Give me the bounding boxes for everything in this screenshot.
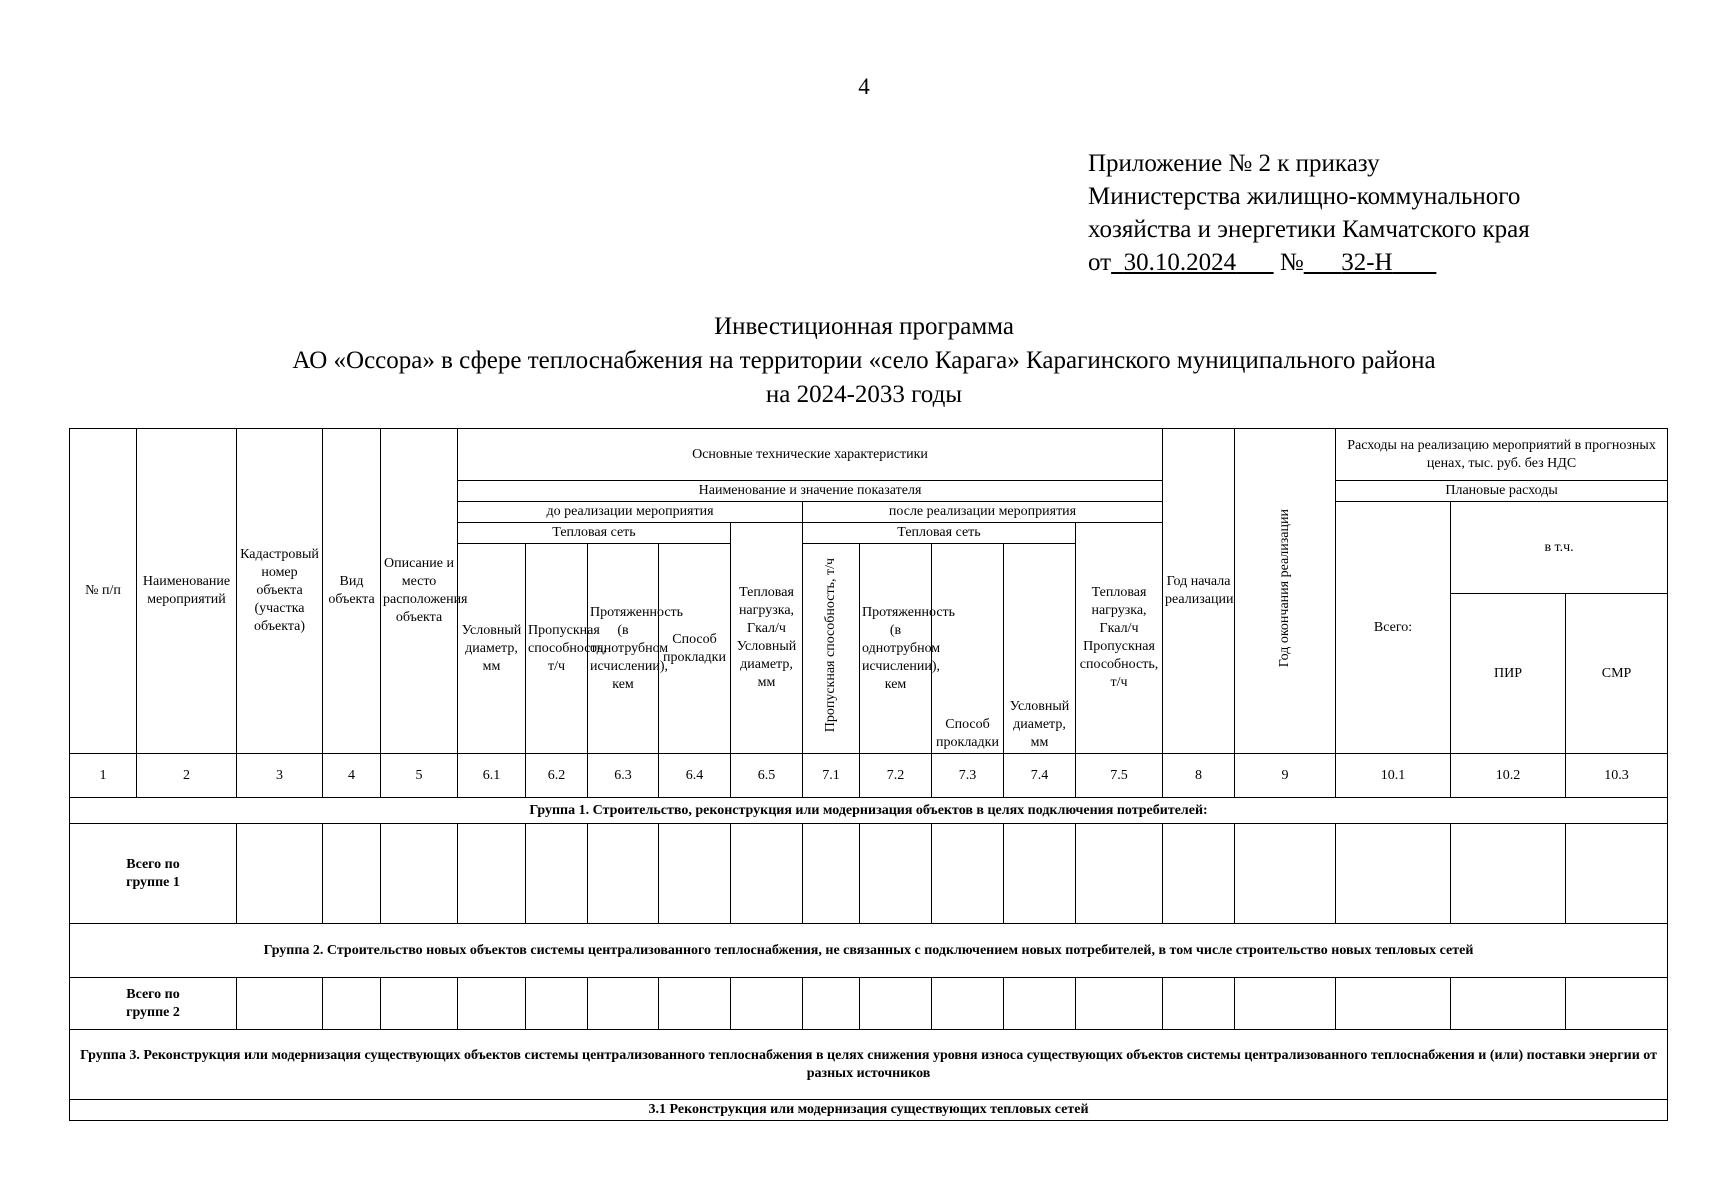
header-7-3: Способ прокладки: [932, 544, 1004, 754]
column-number: 6.3: [588, 754, 659, 798]
empty-cell: [1451, 978, 1566, 1030]
group-3-heading: Группа 3. Реконструкция или модернизация существующих объектов системы централизованного теплоснабжения в целях снижения уровня износа существующих объектов системы централизованного теплоснабжения и (или) поставки энергии от разных источников: [70, 1030, 1668, 1100]
header-net-before: Тепловая сеть: [458, 523, 731, 544]
title-line-1: Инвестиционная программа: [714, 313, 1014, 340]
column-number: 2: [137, 754, 237, 798]
column-number: 8: [1163, 754, 1235, 798]
number-label: №: [1279, 249, 1304, 276]
appendix-line-1: Приложение № 2 к приказу: [1088, 150, 1380, 177]
header-name: Наименование мероприятий: [137, 429, 237, 754]
header-planned: Плановые расходы: [1336, 481, 1668, 502]
header-7-1-text: Пропускная способность, т/ч: [823, 558, 838, 733]
empty-cell: [803, 824, 860, 924]
header-costs: Расходы на реализацию мероприятий в прогнозных ценах, тыс. руб. без НДС: [1336, 429, 1668, 481]
header-pir: ПИР: [1451, 594, 1566, 754]
order-number: [1304, 246, 1437, 279]
group-1-total-line-1: Всего по: [126, 856, 180, 872]
empty-cell: [932, 824, 1004, 924]
header-end-year-text: Год окончания реализации: [1277, 508, 1293, 668]
header-6-3: Протяженность (в однотрубном исчислении), кем: [588, 544, 659, 754]
empty-cell: [526, 978, 588, 1030]
header-incl: в т.ч.: [1451, 502, 1668, 594]
header-7-1: [803, 544, 860, 754]
empty-cell: [731, 824, 803, 924]
empty-cell: [458, 824, 526, 924]
column-number: 6.2: [526, 754, 588, 798]
empty-cell: [588, 824, 659, 924]
header-7-5: [1076, 523, 1163, 754]
group-2-heading: Группа 2. Строительство новых объектов системы централизованного теплоснабжения, не связанных с подключением новых потребителей, в том числе строительство новых тепловых сетей: [70, 924, 1668, 978]
header-end-year: [1235, 429, 1336, 754]
header-type: Вид объекта: [323, 429, 381, 754]
column-number: 7.3: [932, 754, 1004, 798]
header-7-2: Протяженность (в однотрубном исчислении), кем: [860, 544, 932, 754]
header-before: до реализации мероприятия: [458, 502, 803, 523]
column-number: 6.1: [458, 754, 526, 798]
column-number: 7.5: [1076, 754, 1163, 798]
empty-cell: [526, 824, 588, 924]
empty-cell: [1163, 978, 1235, 1030]
empty-cell: [323, 978, 381, 1030]
group-1-total-line-2: группе 1: [126, 874, 180, 890]
header-6-5-diameter: Условный диаметр, мм: [736, 639, 797, 690]
header-after: после реализации мероприятия: [803, 502, 1163, 523]
title-line-3: на 2024-2033 годы: [765, 381, 963, 408]
column-number: 7.2: [860, 754, 932, 798]
column-numbers-row: [70, 754, 1668, 798]
order-date-value: 30.10.2024: [1123, 249, 1237, 276]
subgroup-3-1-heading: 3.1 Реконструкция или модернизация существующих тепловых сетей: [70, 1100, 1668, 1121]
header-7-5-load: Тепловая нагрузка, Гкал/ч: [1091, 585, 1147, 636]
empty-cell: [237, 824, 323, 924]
empty-cell: [1076, 978, 1163, 1030]
empty-cell: [659, 824, 731, 924]
column-number: 4: [323, 754, 381, 798]
appendix-line-2: Министерства жилищно-коммунального: [1088, 183, 1521, 210]
empty-cell: [860, 978, 932, 1030]
empty-cell: [860, 824, 932, 924]
empty-cell: [1336, 978, 1451, 1030]
empty-cell: [1336, 824, 1451, 924]
header-6-5-load: Тепловая нагрузка, Гкал/ч: [738, 585, 795, 636]
header-total: Всего:: [1336, 502, 1451, 754]
header-tech: Основные технические характеристики: [458, 429, 1163, 481]
appendix-date-line: [1088, 246, 1530, 279]
empty-cell: [1163, 824, 1235, 924]
header-cadastre: Кадастровый номер объекта (участка объекта): [237, 429, 323, 754]
appendix-block: [1088, 147, 1530, 279]
header-7-5-capacity: Пропускная способность, т/ч: [1079, 639, 1159, 690]
empty-cell: [1566, 824, 1668, 924]
column-number: 10.2: [1451, 754, 1566, 798]
header-6-2: Пропускная способность, т/ч: [526, 544, 588, 754]
empty-cell: [237, 978, 323, 1030]
document-title: [0, 310, 1728, 412]
title-line-2: АО «Оссора» в сфере теплоснабжения на территории «село Карага» Карагинского муниципального района: [292, 347, 1436, 374]
empty-cell: [323, 824, 381, 924]
group-1-total-row: [70, 824, 1668, 924]
empty-cell: [803, 978, 860, 1030]
from-label: от: [1088, 249, 1112, 276]
column-number: 7.4: [1004, 754, 1076, 798]
empty-cell: [458, 978, 526, 1030]
empty-cell: [1451, 824, 1566, 924]
empty-cell: [932, 978, 1004, 1030]
group-1-heading: Группа 1. Строительство, реконструкция или модернизация объектов в целях подключения потребителей:: [70, 798, 1668, 824]
empty-cell: [381, 824, 458, 924]
page-number: 4: [858, 74, 870, 99]
group-1-total-label: [70, 824, 237, 924]
header-indicator: Наименование и значение показателя: [458, 481, 1163, 502]
empty-cell: [1566, 978, 1668, 1030]
empty-cell: [1235, 824, 1336, 924]
header-net-after: Тепловая сеть: [803, 523, 1076, 544]
header-6-4: Способ прокладки: [659, 544, 731, 754]
column-number: 10.3: [1566, 754, 1668, 798]
header-num: № п/п: [70, 429, 137, 754]
investment-program-table: [69, 428, 1668, 1121]
empty-cell: [1004, 978, 1076, 1030]
column-number: 7.1: [803, 754, 860, 798]
empty-cell: [381, 978, 458, 1030]
column-number: 3: [237, 754, 323, 798]
group-2-total-row: [70, 978, 1668, 1030]
column-number: 10.1: [1336, 754, 1451, 798]
header-smr: СМР: [1566, 594, 1668, 754]
column-number: 5: [381, 754, 458, 798]
group-2-total-line-1: Всего по: [126, 986, 180, 1002]
empty-cell: [731, 978, 803, 1030]
header-7-4: Условный диаметр, мм: [1004, 544, 1076, 754]
group-2-total-label: [70, 978, 237, 1030]
empty-cell: [659, 978, 731, 1030]
order-number-value: 32-Н: [1341, 249, 1393, 276]
empty-cell: [1235, 978, 1336, 1030]
column-number: 9: [1235, 754, 1336, 798]
empty-cell: [588, 978, 659, 1030]
header-desc: Описание и место расположения объекта: [381, 429, 458, 754]
header-6-5: [731, 523, 803, 754]
column-number: 1: [70, 754, 137, 798]
column-number: 6.4: [659, 754, 731, 798]
empty-cell: [1076, 824, 1163, 924]
column-number: 6.5: [731, 754, 803, 798]
empty-cell: [1004, 824, 1076, 924]
appendix-line-3: хозяйства и энергетики Камчатского края: [1088, 216, 1530, 243]
group-2-total-line-2: группе 2: [126, 1004, 180, 1020]
header-start-year: Год начала реализации: [1163, 429, 1235, 754]
header-6-1: Условный диаметр, мм: [458, 544, 526, 754]
order-date: [1111, 246, 1274, 279]
